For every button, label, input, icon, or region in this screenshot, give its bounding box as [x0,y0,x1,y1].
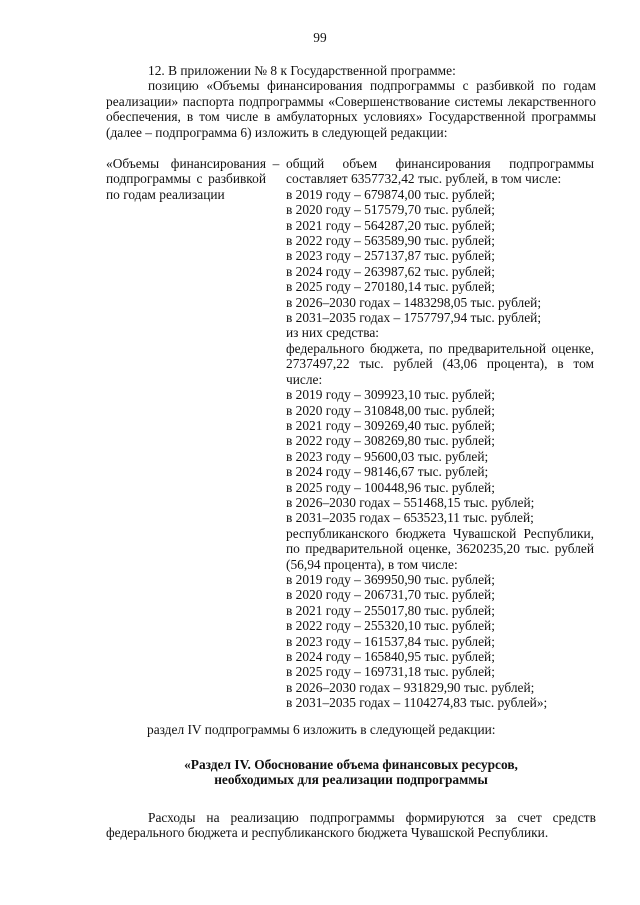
section-heading [106,757,596,788]
republic-year-line: в 2022 году – 255320,10 тыс. рублей; [286,618,495,634]
republic-year-line: в 2019 году – 369950,90 тыс. рублей; [286,571,495,587]
republic-year-line: в 2025 году – 169731,18 тыс. рублей; [286,664,495,680]
federal-year-line: в 2019 году – 309923,10 тыс. рублей; [286,387,495,403]
federal-budget-text: федерального бюджета, по предварительной оценке, 2737497,22 тыс. рублей (43,06 процента), в том числе: [286,340,594,387]
total-funding-text: общий объем финансирования подпрограммы составляет 6357732,42 тыс. рублей, в том числе: [286,156,594,187]
republic-year-line: в 2024 году – 165840,95 тыс. рублей; [286,649,495,664]
table-right-cell [286,156,594,711]
total-year-line: в 2021 году – 564287,20 тыс. рублей; [286,217,495,233]
page-number: 99 [313,30,327,45]
federal-year-line: в 2022 году – 308269,80 тыс. рублей; [286,433,495,449]
table-dash: – [272,156,280,171]
intro-block [106,63,596,140]
republic-year-line: в 2031–2035 годах – 1104274,83 тыс. рублей»; [286,695,548,711]
total-year-line: в 2024 году – 263987,62 тыс. рублей; [286,263,495,279]
total-year-line: в 2023 году – 257137,87 тыс. рублей; [286,248,495,264]
of-them-label: из них средства: [286,325,380,341]
republic-year-line: в 2021 году – 255017,80 тыс. рублей; [286,602,495,618]
federal-year-line: в 2026–2030 годах – 551468,15 тыс. рублей; [286,494,535,510]
total-year-line: в 2025 году – 270180,14 тыс. рублей; [286,279,495,295]
republic-year-line: в 2023 году – 161537,84 тыс. рублей; [286,633,495,649]
section-heading-line: необходимых для реализации подпрограммы [214,772,488,788]
amendment-paragraph: позицию «Объемы финансирования подпрограммы с разбивкой по годам реализации» паспорта подпрограммы «Совершенствование системы лекарственного обеспечения, в том числе в амбулаторных условиях» Государственной программы (далее – подпрограмма 6) изложить в следующей редакции: [106,78,596,140]
republic-year-line: в 2026–2030 годах – 931829,90 тыс. рублей; [286,679,535,695]
federal-year-line: в 2031–2035 годах – 653523,11 тыс. рублей; [286,510,534,526]
total-year-line: в 2031–2035 годах – 1757797,94 тыс. рублей; [286,310,542,326]
total-year-line: в 2026–2030 годах – 1483298,05 тыс. рублей; [286,294,542,310]
amendment-item-line: 12. В приложении № 8 к Государственной программе: [148,63,456,78]
federal-year-line: в 2025 году – 100448,96 тыс. рублей; [286,479,495,495]
section-heading-line: «Раздел IV. Обоснование объема финансовых ресурсов, [184,757,518,772]
total-year-line: в 2020 году – 517579,70 тыс. рублей; [286,202,495,218]
section-instruction: раздел IV подпрограммы 6 изложить в следующей редакции: [147,722,496,737]
federal-year-line: в 2024 году – 98146,67 тыс. рублей; [286,464,489,480]
closing-paragraph: Расходы на реализацию подпрограммы формируются за счет средств федерального бюджета и республиканского бюджета Чувашской Республики. [106,810,596,841]
total-year-line: в 2019 году – 679874,00 тыс. рублей; [286,186,495,202]
federal-year-line: в 2021 году – 309269,40 тыс. рублей; [286,417,495,433]
republic-budget-text: республиканского бюджета Чувашской Республики, по предварительной оценке, 3620235,20 тыс. рублей (56,94 процента), в том числе: [286,525,594,572]
federal-year-line: в 2023 году – 95600,03 тыс. рублей; [286,448,489,464]
federal-year-line: в 2020 году – 310848,00 тыс. рублей; [286,402,495,418]
republic-year-line: в 2020 году – 206731,70 тыс. рублей; [286,587,495,603]
table-left-cell: «Объемы финансирования подпрограммы с разбивкой по годам реализации [106,156,266,202]
total-year-line: в 2022 году – 563589,90 тыс. рублей; [286,233,495,249]
